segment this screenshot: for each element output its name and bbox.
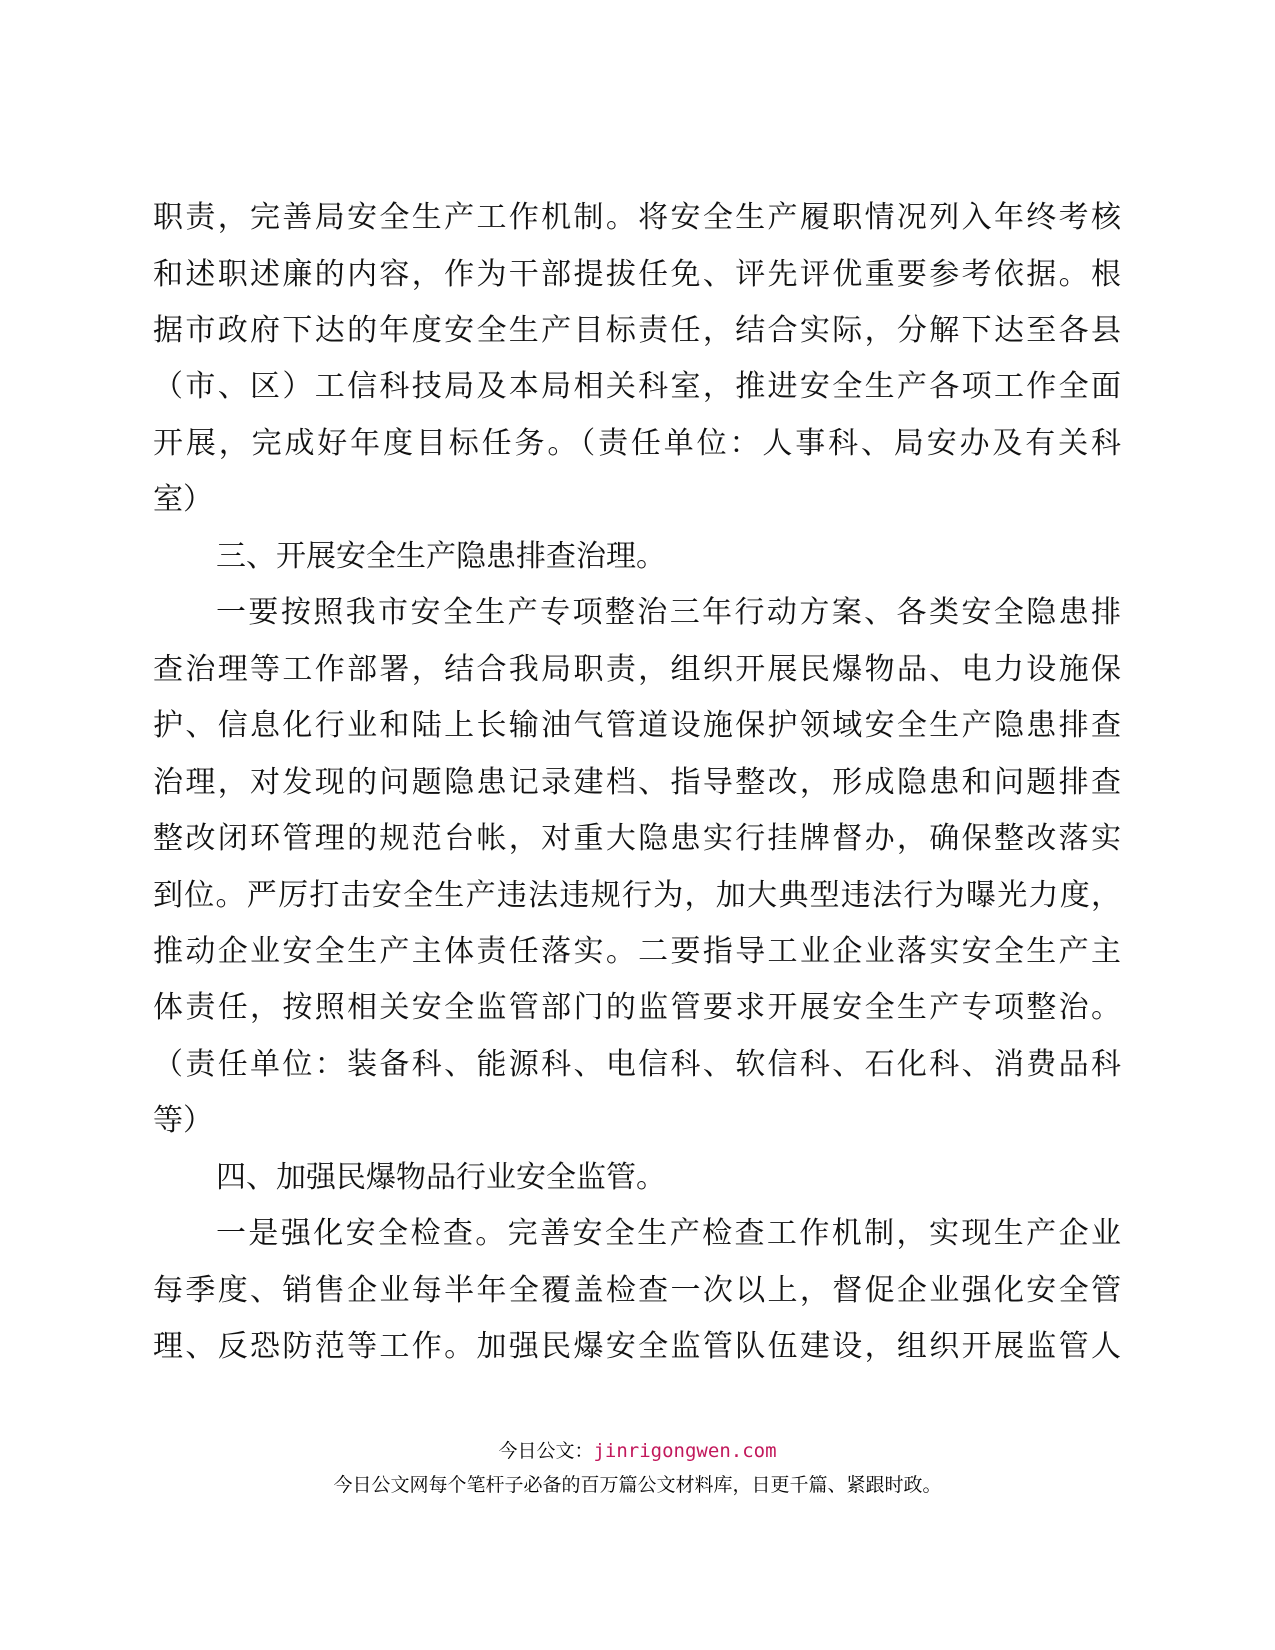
- footer-site-link[interactable]: jinrigongwen.com: [593, 1440, 777, 1462]
- body-line: 推动企业安全生产主体责任落实。二要指导工业企业落实安全生产主: [153, 934, 1121, 969]
- footer-label: 今日公文：: [498, 1440, 594, 1462]
- body-line: 体责任，按照相关安全监管部门的监管要求开展安全生产专项整治。: [153, 990, 1121, 1025]
- section-heading: 三、开展安全生产隐患排查治理。: [216, 539, 666, 574]
- body-line: 查治理等工作部署，结合我局职责，组织开展民爆物品、电力设施保: [153, 652, 1121, 687]
- body-line: 开展，完成好年度目标任务。（责任单位：人事科、局安办及有关科: [153, 426, 1121, 461]
- body-line: 和述职述廉的内容，作为干部提拔任免、评先评优重要参考依据。根: [153, 257, 1121, 292]
- body-line: 室）: [153, 482, 213, 517]
- footer-source: [0, 1438, 1275, 1464]
- body-line: 等）: [153, 1103, 213, 1138]
- body-line: 治理，对发现的问题隐患记录建档、指导整改，形成隐患和问题排查: [153, 765, 1121, 800]
- body-line: 每季度、销售企业每半年全覆盖检查一次以上，督促企业强化安全管: [153, 1273, 1121, 1308]
- body-line: 理、反恐防范等工作。加强民爆安全监管队伍建设，组织开展监管人: [153, 1329, 1121, 1364]
- body-line: 据市政府下达的年度安全生产目标责任，结合实际，分解下达至各县: [153, 313, 1121, 348]
- body-line: 一是强化安全检查。完善安全生产检查工作机制，实现生产企业: [216, 1216, 1121, 1251]
- body-line: 护、信息化行业和陆上长输油气管道设施保护领域安全生产隐患排查: [153, 708, 1121, 743]
- section-heading: 四、加强民爆物品行业安全监管。: [216, 1160, 666, 1195]
- body-line: 整改闭环管理的规范台帐，对重大隐患实行挂牌督办，确保整改落实: [153, 821, 1121, 856]
- body-line: （市、区）工信科技局及本局相关科室，推进安全生产各项工作全面: [153, 369, 1121, 404]
- footer-tagline: 今日公文网每个笔杆子必备的百万篇公文材料库，日更千篇、紧跟时政。: [333, 1474, 942, 1496]
- body-line: 一要按照我市安全生产专项整治三年行动方案、各类安全隐患排: [216, 595, 1121, 630]
- body-line: （责任单位：装备科、能源科、电信科、软信科、石化科、消费品科: [153, 1047, 1121, 1082]
- body-line: 职责，完善局安全生产工作机制。将安全生产履职情况列入年终考核: [153, 200, 1121, 235]
- body-line: 到位。严厉打击安全生产违法违规行为，加大典型违法行为曝光力度，: [153, 878, 1121, 913]
